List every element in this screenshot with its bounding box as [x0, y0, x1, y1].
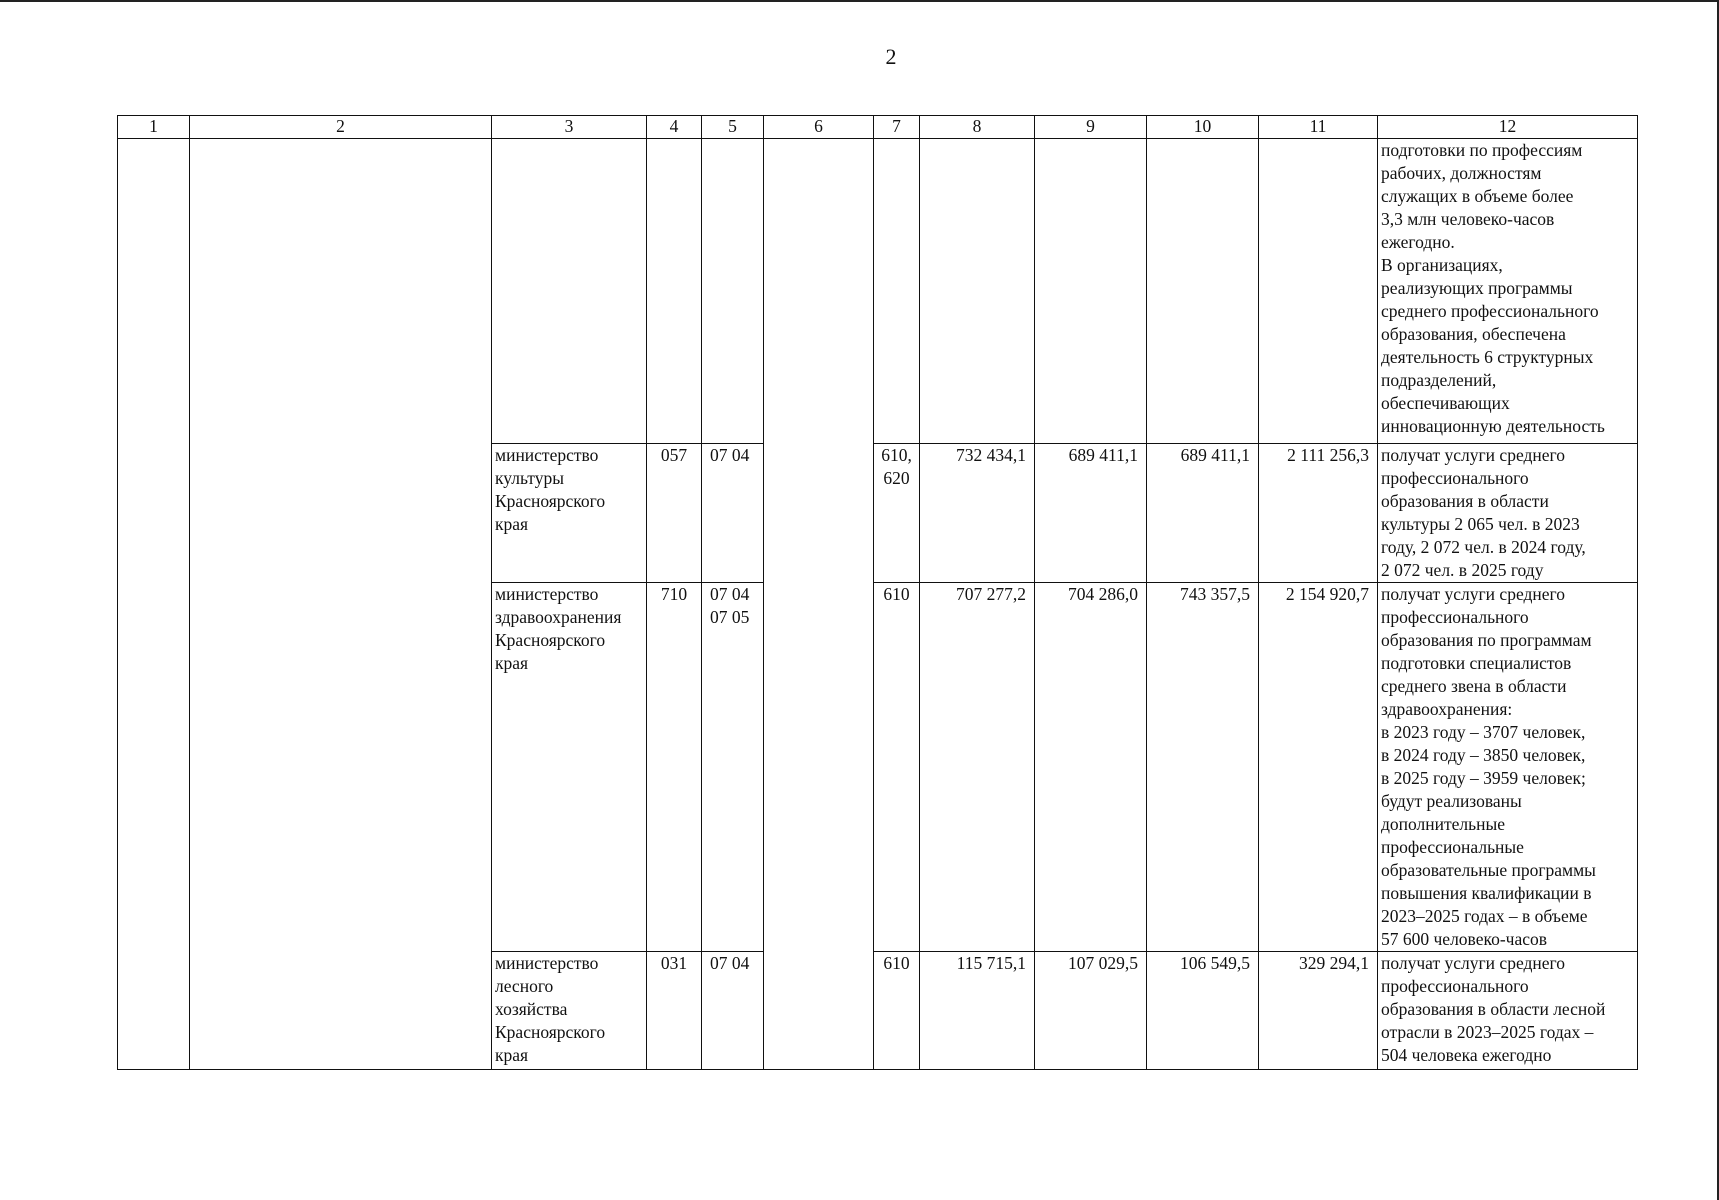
cell-2023: 707 277,2: [920, 583, 1035, 952]
cell-2025: [1147, 139, 1259, 444]
page-number: 2: [885, 44, 897, 69]
cell-grbs: 031: [647, 952, 702, 1070]
cell-2025: 689 411,1: [1147, 444, 1259, 583]
cell-2024: 107 029,5: [1035, 952, 1147, 1070]
cell-rzpr: 07 04 07 05: [702, 583, 764, 952]
cell-2025: 106 549,5: [1147, 952, 1259, 1070]
cell-grbs: 057: [647, 444, 702, 583]
cell-total: 329 294,1: [1259, 952, 1378, 1070]
cell-grbs: [647, 139, 702, 444]
budget-table: [117, 115, 1638, 1070]
cell-org: министерство лесного хозяйства Красноярского края: [492, 952, 647, 1070]
cell-total: 2 111 256,3: [1259, 444, 1378, 583]
cell-total: [1259, 139, 1378, 444]
column-header: 9: [1035, 116, 1147, 139]
cell-vr: 610, 620: [874, 444, 920, 583]
cell-result-continuation: подготовки по профессиям рабочих, должностям служащих в объеме более 3,3 млн человеко-часов ежегодно. В организациях, реализующих программы среднего профессионального образования, обеспечена деятельность 6 структурных подразделений, обеспечивающих инновационную деятельность: [1378, 139, 1638, 444]
cell-vr: 610: [874, 952, 920, 1070]
cell-2023: 115 715,1: [920, 952, 1035, 1070]
cell-2024: 704 286,0: [1035, 583, 1147, 952]
cell-2023: [920, 139, 1035, 444]
cell-vr: [874, 139, 920, 444]
column-header: 12: [1378, 116, 1638, 139]
cell-org: министерство культуры Красноярского края: [492, 444, 647, 583]
cell-rzpr: 07 04: [702, 444, 764, 583]
cell-2024: [1035, 139, 1147, 444]
column-header: 5: [702, 116, 764, 139]
cell-csr: [764, 139, 874, 1070]
column-header: 2: [190, 116, 492, 139]
column-header: 11: [1259, 116, 1378, 139]
cell-rzpr: [702, 139, 764, 444]
column-header: 1: [118, 116, 190, 139]
header-row: [118, 116, 1638, 139]
column-header: 8: [920, 116, 1035, 139]
cell-result: получат услуги среднего профессионального образования в области культуры 2 065 чел. в 2023 году, 2 072 чел. в 2024 году, 2 072 чел. в 2025 году: [1378, 444, 1638, 583]
column-header: 6: [764, 116, 874, 139]
column-header: 4: [647, 116, 702, 139]
cell-grbs: 710: [647, 583, 702, 952]
cell-org: [492, 139, 647, 444]
cell-result: получат услуги среднего профессионального образования в области лесной отрасли в 2023–2025 годах – 504 человека ежегодно: [1378, 952, 1638, 1070]
cell-2023: 732 434,1: [920, 444, 1035, 583]
cell-2025: 743 357,5: [1147, 583, 1259, 952]
column-header: 3: [492, 116, 647, 139]
cell-measure: [190, 139, 492, 1070]
cell-org: министерство здравоохранения Красноярского края: [492, 583, 647, 952]
cell-2024: 689 411,1: [1035, 444, 1147, 583]
cell-rzpr: 07 04: [702, 952, 764, 1070]
cell-result: получат услуги среднего профессионального образования по программам подготовки специалистов среднего звена в области здравоохранения: в 2023 году – 3707 человек, в 2024 году – 3850 человек, в 2025 году – 3959 человек; будут реализованы дополнительные профессиональные образовательные программы повышения квалификации в 2023–2025 годах – в объеме 57 600 человеко-часов: [1378, 583, 1638, 952]
column-header: 7: [874, 116, 920, 139]
column-header: 10: [1147, 116, 1259, 139]
continuation-row: [118, 139, 1638, 444]
cell-number: [118, 139, 190, 1070]
cell-vr: 610: [874, 583, 920, 952]
cell-total: 2 154 920,7: [1259, 583, 1378, 952]
